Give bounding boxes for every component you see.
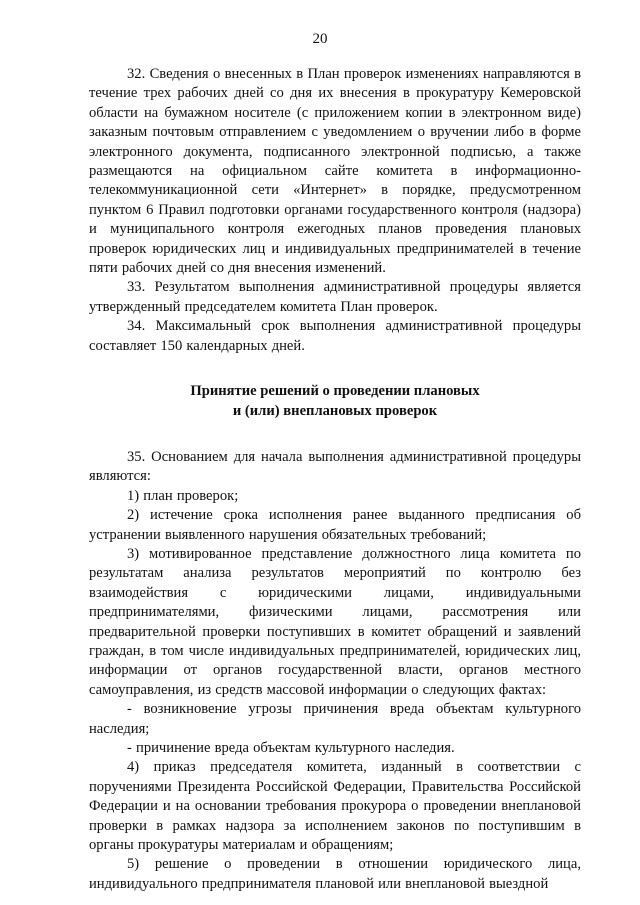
list-item-3-fact-2: - причинение вреда объектам культурного наследия.: [127, 740, 455, 756]
section-heading: [89, 382, 581, 421]
list-item-3-fact-1: - возникновение угрозы причинения вреда объектам культурного наследия;: [89, 701, 581, 737]
list-item-4: 4) приказ председателя комитета, изданный в соответствии с поручениями Президента Российской Федерации, Правительства Российской Федерации и на основании требования прокурора о проведении внеплановой проверки в рамках надзора за исполнением законов по поступившим в органы прокуратуры материалам и обращениям;: [89, 759, 581, 854]
section-heading-line-1: Принятие решений о проведении плановых: [190, 383, 480, 400]
paragraph-32: 32. Сведения о внесенных в План проверок изменениях направляются в течение трех рабочих дней со дня их внесения в прокуратуру Кемеровской области на бумажном носителе (с приложением копии в электронном виде) заказным почтовым отправлением с уведомлением о вручении либо в форме электронного документа, подписанного электронной подписью, а также размещаются на официальном сайте комитета в информационно-телекоммуникационной сети «Интернет» в порядке, предусмотренном пунктом 6 Правил подготовки органами государственного контроля (надзора) и муниципального контроля ежегодных планов проведения плановых проверок юридических лиц и индивидуальных предпринимателей в течение пяти рабочих дней со дня внесения изменений.: [89, 66, 581, 277]
list-item-2: 2) истечение срока исполнения ранее выданного предписания об устранении выявленного нарушения обязательных требований;: [89, 507, 581, 543]
list-item-5: 5) решение о проведении в отношении юридического лица, индивидуального предпринимателя плановой или внеплановой выездной: [89, 856, 581, 892]
paragraph-35: 35. Основанием для начала выполнения административной процедуры являются:: [89, 448, 581, 485]
section-heading-line-2: и (или) внеплановых проверок: [232, 402, 438, 419]
page-number: 20: [312, 31, 328, 47]
list-item-1: 1) план проверок;: [127, 487, 239, 504]
document-body: [89, 65, 581, 894]
paragraph-33: 33. Результатом выполнения административной процедуры является утвержденный председателем комитета План проверок.: [89, 279, 581, 315]
list-item-3: 3) мотивированное представление должностного лица комитета по результатам анализа результатов мероприятий по контролю без взаимодействия с юридическими лицами, индивидуальными предпринимателями, физическими лицами, рассмотрения или предварительной проверки поступивших в комитет обращений и заявлений граждан, в том числе индивидуальных предпринимателей, юридических лиц, информации от органов государственной власти, органов местного самоуправления, из средств массовой информации о следующих фактах:: [89, 545, 581, 698]
paragraph-34: 34. Максимальный срок выполнения административной процедуры составляет 150 календарных дней.: [89, 318, 581, 354]
